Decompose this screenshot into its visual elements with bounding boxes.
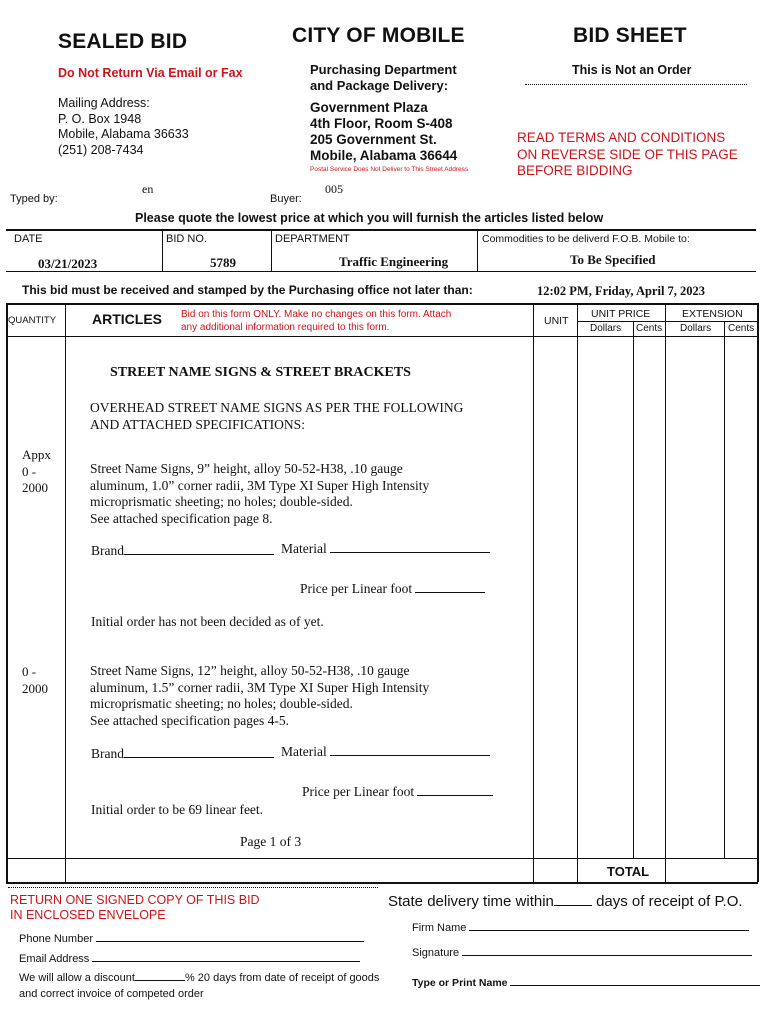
postal-note: Postal Service Does Not Deliver to This Street Address xyxy=(310,166,469,173)
item1-brand: Brand xyxy=(91,543,274,559)
typed-by-value: en xyxy=(142,182,154,196)
item2-description: Street Name Signs, 12” height, alloy 50-52-H38, .10 gauge aluminum, 1.5” corner radii, 3M Type XI Super High Intensity microprismatic sheeting; no holes; double-sided. See attached specification pages 4-5. xyxy=(90,663,430,728)
item2-note: Initial order to be 69 linear feet. xyxy=(91,802,264,817)
total-label: TOTAL xyxy=(607,864,650,879)
delivery-time: State delivery time within days of receipt of P.O. xyxy=(388,893,743,910)
unit-price-header: UNIT PRICE xyxy=(591,308,651,320)
not-order-notice: This is Not an Order xyxy=(572,63,692,77)
signature-field[interactable]: Signature xyxy=(412,947,752,959)
firm-name-field[interactable]: Firm Name xyxy=(412,922,749,934)
items-intro: OVERHEAD STREET NAME SIGNS AS PER THE FOLLOWING AND ATTACHED SPECIFICATIONS: xyxy=(90,400,464,432)
discount-terms: and correct invoice of competed order xyxy=(19,988,204,1000)
mailing-address: Mailing Address: P. O. Box 1948 Mobile, Alabama 36633 (251) 208-7434 xyxy=(58,96,189,157)
deadline-label: This bid must be received and stamped by the Purchasing office not later than: xyxy=(22,283,473,297)
item2-brand: Brand xyxy=(91,746,274,762)
department-label: DEPARTMENT xyxy=(275,233,350,245)
articles-header: ARTICLES xyxy=(92,311,162,327)
city-title: CITY OF MOBILE xyxy=(292,24,465,47)
purchasing-dept: Purchasing Department and Package Delivery: xyxy=(310,62,457,93)
deadline-value: 12:02 PM, Friday, April 7, 2023 xyxy=(537,284,706,298)
no-email-notice: Do Not Return Via Email or Fax xyxy=(58,66,243,80)
terms-notice: READ TERMS AND CONDITIONS ON REVERSE SIDE OF THIS PAGE BEFORE BIDDING xyxy=(517,130,738,178)
items-heading: STREET NAME SIGNS & STREET BRACKETS xyxy=(110,365,411,380)
fob-value: To Be Specified xyxy=(570,252,656,267)
ext-dollars-header: Dollars xyxy=(680,323,712,334)
quantity-header: QUANTITY xyxy=(8,315,57,326)
ext-cents-header: Cents xyxy=(728,323,755,334)
item1-material: Material xyxy=(281,541,490,557)
fob-label: Commodities to be deliverd F.O.B. Mobile to: xyxy=(482,233,690,245)
unit-dollars-header: Dollars xyxy=(590,323,622,334)
extension-header: EXTENSION xyxy=(682,308,743,320)
print-name-field[interactable]: Type or Print Name xyxy=(412,977,760,989)
item1-price: Price per Linear foot xyxy=(300,581,485,597)
form-note: Bid on this form ONLY. Make no changes on this form. Attach any additional information required to this form. xyxy=(181,309,452,333)
unit-cents-header: Cents xyxy=(636,323,663,334)
item1-description: Street Name Signs, 9” height, alloy 50-52-H38, .10 gauge aluminum, 1.0” corner radii, 3M Type XI Super High Intensity microprismatic sheeting; no holes; double-sided. See attached specification page 8. xyxy=(90,461,430,526)
department-value: Traffic Engineering xyxy=(339,254,449,269)
item2-quantity: 0 - 2000 xyxy=(22,664,48,696)
email-field[interactable]: Email Address xyxy=(19,953,360,965)
page-number: Page 1 of 3 xyxy=(240,834,302,849)
return-copy-notice: RETURN ONE SIGNED COPY OF THIS BID IN ENCLOSED ENVELOPE xyxy=(10,893,260,922)
item2-price: Price per Linear foot xyxy=(302,784,493,800)
unit-header: UNIT xyxy=(544,315,569,327)
sealed-bid-title: SEALED BID xyxy=(58,30,188,53)
quote-instruction: Please quote the lowest price at which you will furnish the articles listed below xyxy=(135,211,604,225)
delivery-address: Government Plaza 4th Floor, Room S-408 205 Government St. Mobile, Alabama 36644 xyxy=(310,100,458,163)
item2-material: Material xyxy=(281,744,490,760)
bid-no-value: 5789 xyxy=(210,255,236,270)
date-value: 03/21/2023 xyxy=(38,256,98,271)
item1-note: Initial order has not been decided as of yet. xyxy=(91,614,324,629)
bid-sheet-title: BID SHEET xyxy=(573,24,687,47)
buyer-value: 005 xyxy=(325,182,343,196)
buyer-label: Buyer: xyxy=(270,193,302,205)
discount-field[interactable]: We will allow a discount % 20 days from date of receipt of goods xyxy=(19,972,380,984)
dotted-divider xyxy=(525,84,747,85)
typed-by-label: Typed by: xyxy=(10,193,58,205)
bid-no-label: BID NO. xyxy=(166,233,207,245)
phone-field[interactable]: Phone Number xyxy=(19,933,364,945)
item1-quantity: Appx 0 - 2000 xyxy=(22,447,51,495)
date-label: DATE xyxy=(14,233,43,245)
